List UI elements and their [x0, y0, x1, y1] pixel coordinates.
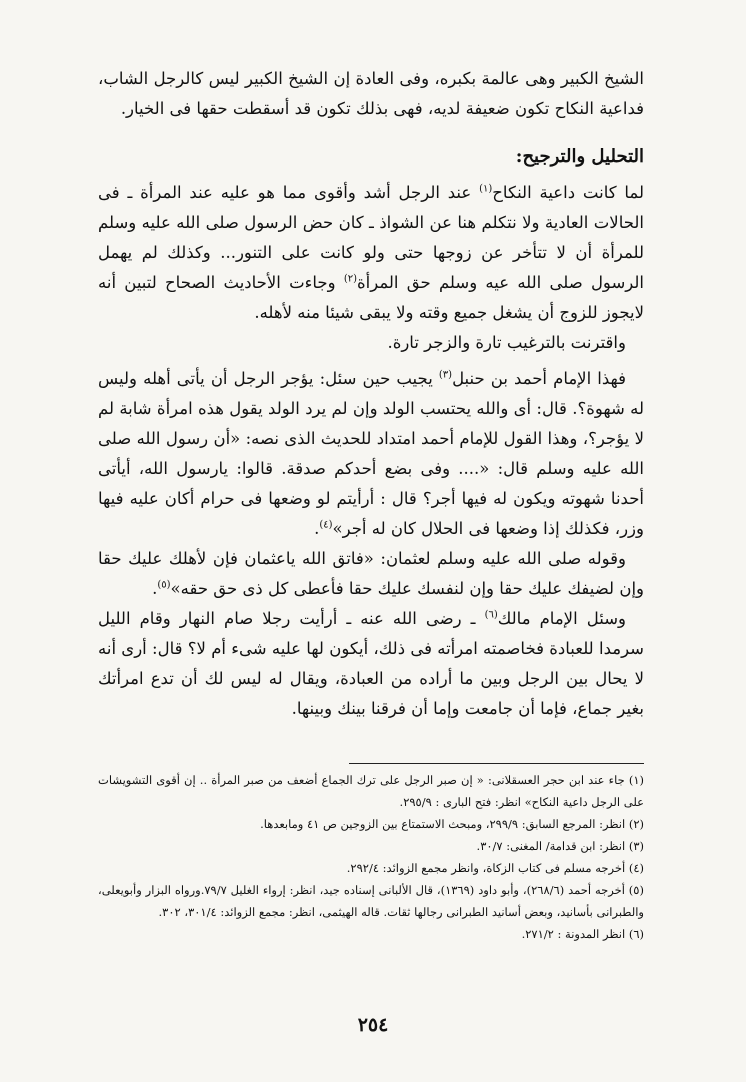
paragraph-ahmad	[98, 364, 644, 544]
footnote-6: (٦) انظر المدونة : ٢٧١/٢.	[521, 927, 644, 941]
footnote-ref-1[interactable]: (١)	[479, 183, 493, 195]
footnote-ref-6[interactable]: (٦)	[484, 609, 498, 621]
footnote-2: (٢) انظر: المرجع السابق: ٢٩٩/٩، ومبحث الاستمتاع بين الزوجين ص ٤١ ومابعدها.	[260, 817, 644, 831]
paragraph-malik	[98, 604, 644, 724]
footnote-divider	[349, 763, 644, 764]
footnote-ref-3[interactable]: (٣)	[438, 369, 453, 381]
paragraph-short: واقترنت بالترغيب تارة والزجر تارة.	[387, 333, 626, 352]
paragraph-ahmad-part1: فهذا الإمام أحمد بن حنبل	[452, 369, 626, 388]
main-text	[98, 64, 644, 724]
paragraph-malik-part2: ـ رضى الله عنه ـ أرأيت رجلا صام النهار وقام الليل سرمدا للعبادة فخاصمته امرأته فى ذلك، أيكون لها عليه شىء أم لا؟ قال: أرى أنه لا يحال بين الرجل وبين ما أراده من العبادة، ويقال له ليس لك أن تدع امرأتك بغير جماع، فإما أن جامعت وإما أن فرقنا بينك وبينها.	[98, 609, 644, 718]
footnote-5: (٥) أخرجه أحمد (٢٦٨/٦)، وأبو داود (١٣٦٩)، قال الألبانى إسناده جيد، انظر: إرواء الغليل ٧٩/٧.ورواه البزار وأبويعلى، والطبرانى بأسانيد، وبعض أسانيد الطبرانى رجالها ثقات. قاله الهيثمى، انظر: مجمع الزوائد: ٣٠١/٤، ٣٠٢.	[98, 883, 644, 919]
paragraph-uthman	[98, 544, 644, 604]
paragraph-ahmad-part2: يجيب حين سئل: يؤجر الرجل أن يأتى أهله وليس له شهوة؟. قال: أى والله يحتسب الولد وإن لم يرد الولد يقول هذه امرأة شابة لم لا يؤجر؟، وهذا القول للإمام أحمد امتداد للحديث الذى نصه: «أن رسول الله صلى الله عليه وسلم قال: «.... وفى بضع أحدكم صدقة. قالوا: يارسول الله، أيأتى أحدنا شهوته ويكون له فيها أجر؟ قال : أرأيتم لو وضعها فى حرام أكان عليه فيها وزر، فكذلك إذا وضعها فى الحلال كان له أجر»	[98, 369, 644, 538]
paragraph-analysis-part3: وجاءت الأحاديث الصحاح لتبين أنه لايجوز للزوج أن يشغل جميع وقته ولا يبقى شيئا منه لأهله.	[98, 273, 644, 322]
footnote-1: (١) جاء عند ابن حجر العسقلانى: « إن صبر الرجل على ترك الجماع أضعف من صبر المرأة .. إن أقوى التشويشات على الرجل داعية النكاح» انظر: فتح البارى : ٢٩٥/٩.	[98, 773, 644, 809]
paragraph-ahmad-part3: .	[314, 519, 320, 538]
footnote-ref-4[interactable]: (٤)	[319, 519, 333, 531]
paragraph-uthman-part2: .	[152, 579, 158, 598]
paragraph-uthman-part1: وقوله صلى الله عليه وسلم لعثمان: «فاتق الله ياعثمان فإن لأهلك عليك حقا وإن لضيفك عليك حقا وإن لنفسك عليك حقا فأعطى كل ذى حق حقه»	[98, 549, 644, 598]
page-number: ٢٥٤	[357, 1014, 389, 1036]
paragraph-analysis-part2: عند الرجل أشد وأقوى مما هو عليه عند المرأة ـ فى الحالات العادية ولا نتكلم هنا عن الشواذ ـ كان حض الرسول صلى الله عليه وسلم للمرأة أن لا تتأخر عن زوجها حتى ولو كانت على التنور... وكذلك لم يهمل الرسول صلى الله عيه وسلم حق المرأة	[98, 183, 644, 292]
paragraph-analysis-part1: لما كانت داعية النكاح	[492, 183, 644, 202]
paragraph-intro: الشيخ الكبير وهى عالمة بكبره، وفى العادة إن الشيخ الكبير ليس كالرجل الشاب، فداعية النكاح تكون ضعيفة لديه، فهى بذلك تكون قد أسقطت حقها فى الخيار.	[98, 69, 644, 118]
footnote-ref-2[interactable]: (٢)	[343, 273, 358, 285]
section-heading: التحليل والترجيح:	[515, 146, 644, 167]
footnote-3: (٣) انظر: ابن قدامة/ المغنى: ٣٠/٧.	[476, 839, 644, 853]
footnotes	[98, 769, 644, 945]
paragraph-malik-part1: وسئل الإمام مالك	[497, 609, 626, 628]
paragraph-analysis	[98, 178, 644, 328]
footnote-4: (٤) أخرجه مسلم فى كتاب الزكاة، وانظر مجمع الزوائد: ٢٩٢/٤.	[346, 861, 644, 875]
footnote-ref-5[interactable]: (٥)	[157, 579, 171, 591]
